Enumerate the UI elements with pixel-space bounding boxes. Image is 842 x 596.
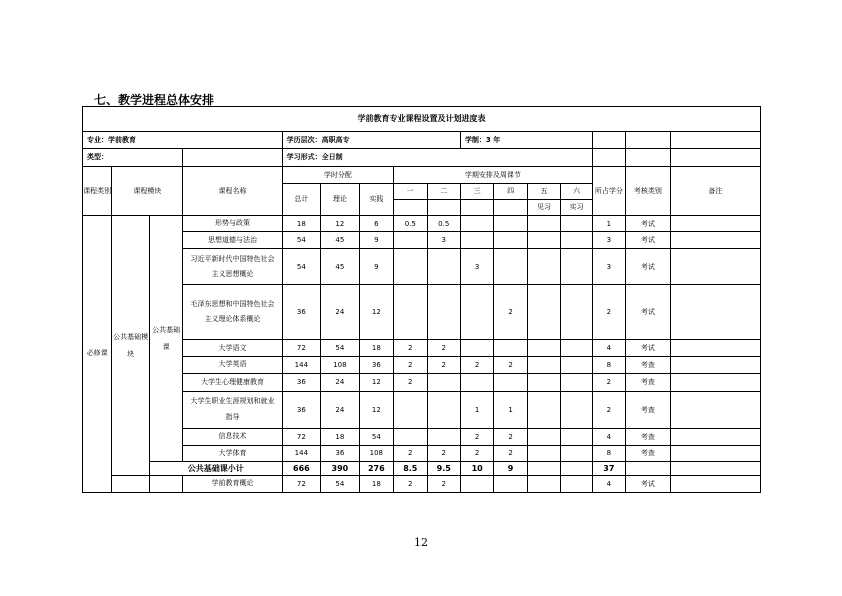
cell-theory: 24 <box>321 373 360 391</box>
cell-remarks <box>670 391 760 428</box>
empty-cell <box>670 149 760 167</box>
cell-s4: 2 <box>494 285 527 340</box>
cell-s5 <box>527 216 560 232</box>
cell-remarks <box>670 428 760 445</box>
table-row <box>83 373 761 391</box>
table-row <box>83 249 761 285</box>
duration-info: 学制：3 年 <box>460 132 592 149</box>
cell-total: 36 <box>282 373 321 391</box>
header-hours-theory: 理论 <box>321 184 360 216</box>
cell-remarks <box>670 357 760 373</box>
cell-credits: 4 <box>592 476 625 492</box>
cell-s3 <box>460 216 493 232</box>
cell-s2: 2 <box>427 445 460 461</box>
cell-theory: 54 <box>321 340 360 357</box>
cell-s3: 1 <box>460 391 493 428</box>
cell-s4 <box>494 340 527 357</box>
cell-practice: 9 <box>359 249 393 285</box>
cell-s6 <box>561 232 592 249</box>
cell-practice: 12 <box>359 391 393 428</box>
course-name: 大学体育 <box>183 445 282 461</box>
cell-s1: 0.5 <box>394 216 427 232</box>
table-row <box>83 428 761 445</box>
cell-exam <box>626 462 671 476</box>
cell-total: 36 <box>282 391 321 428</box>
cell-theory: 24 <box>321 391 360 428</box>
cell-remarks <box>670 476 760 492</box>
cell-practice: 9 <box>359 232 393 249</box>
table-row <box>83 340 761 357</box>
cell-s6 <box>561 216 592 232</box>
empty-cell <box>592 149 625 167</box>
cell-s3 <box>460 476 493 492</box>
cell-total: 36 <box>282 285 321 340</box>
cell-s4 <box>494 232 527 249</box>
cell-total: 72 <box>282 428 321 445</box>
cell-theory: 54 <box>321 476 360 492</box>
level-info: 学历层次：高职高专 <box>282 132 460 149</box>
cell-s3: 3 <box>460 249 493 285</box>
empty-cell <box>626 132 671 149</box>
major-info: 专业：学前教育 <box>83 132 283 149</box>
cell-s5 <box>527 476 560 492</box>
module-cell-next <box>112 476 149 492</box>
cell-s2 <box>427 428 460 445</box>
header-category: 课程类别 <box>83 167 112 216</box>
cell-s3: 10 <box>460 462 493 476</box>
page-number: 12 <box>414 536 428 549</box>
cell-s3: 2 <box>460 445 493 461</box>
cell-total: 54 <box>282 232 321 249</box>
course-name: 思想道德与法治 <box>183 232 282 249</box>
cell-s1 <box>394 391 427 428</box>
header-sem4: 四 <box>494 184 527 200</box>
cell-credits: 3 <box>592 232 625 249</box>
cell-theory: 12 <box>321 216 360 232</box>
cell-exam: 考查 <box>626 357 671 373</box>
submodule-cell: 公共基础课 <box>149 216 182 462</box>
cell-practice: 12 <box>359 285 393 340</box>
cell-exam: 考查 <box>626 445 671 461</box>
header-hours-practice: 实践 <box>359 184 393 216</box>
cell-credits: 2 <box>592 285 625 340</box>
cell-s4: 2 <box>494 357 527 373</box>
empty-cell <box>183 149 282 167</box>
course-name: 学前教育概论 <box>183 476 282 492</box>
header-sem3: 三 <box>460 184 493 200</box>
cell-s6 <box>561 462 592 476</box>
cell-s4: 2 <box>494 445 527 461</box>
course-name: 毛泽东思想和中国特色社会主义理论体系概论 <box>183 285 282 340</box>
cell-s4: 9 <box>494 462 527 476</box>
cell-exam: 考试 <box>626 249 671 285</box>
cell-s6 <box>561 285 592 340</box>
cell-s4: 2 <box>494 428 527 445</box>
cell-s1 <box>394 285 427 340</box>
cell-s3 <box>460 232 493 249</box>
header-sem2: 二 <box>427 184 460 200</box>
cell-s4 <box>494 476 527 492</box>
cell-s2 <box>427 373 460 391</box>
cell-exam: 考试 <box>626 285 671 340</box>
cell-credits: 8 <box>592 357 625 373</box>
header-sem5-note: 见习 <box>527 200 560 216</box>
study-form-info: 学习形式：全日制 <box>282 149 592 167</box>
header-semesters: 学期安排及周课节 <box>394 167 593 184</box>
module-cell: 公共基础模块 <box>112 216 149 476</box>
cell-credits: 3 <box>592 249 625 285</box>
cell-remarks <box>670 249 760 285</box>
cell-theory: 18 <box>321 428 360 445</box>
cell-total: 666 <box>282 462 321 476</box>
cell-exam: 考查 <box>626 391 671 428</box>
cell-s3 <box>460 373 493 391</box>
header-sem2-sub <box>427 200 460 216</box>
cell-s6 <box>561 249 592 285</box>
cell-credits: 2 <box>592 373 625 391</box>
cell-practice: 18 <box>359 476 393 492</box>
cell-s5 <box>527 445 560 461</box>
cell-s6 <box>561 391 592 428</box>
cell-s5 <box>527 462 560 476</box>
table-row <box>83 391 761 428</box>
cell-s1 <box>394 428 427 445</box>
course-name: 大学英语 <box>183 357 282 373</box>
cell-s3 <box>460 340 493 357</box>
cell-total: 144 <box>282 445 321 461</box>
cell-s5 <box>527 232 560 249</box>
cell-s6 <box>561 476 592 492</box>
cell-s3 <box>460 285 493 340</box>
cell-theory: 36 <box>321 445 360 461</box>
table-title: 学前教育专业课程设置及计划进度表 <box>83 107 761 132</box>
header-course-name: 课程名称 <box>183 167 282 216</box>
cell-s5 <box>527 357 560 373</box>
cell-s2 <box>427 391 460 428</box>
cell-s1: 8.5 <box>394 462 427 476</box>
cell-credits: 1 <box>592 216 625 232</box>
table-row <box>83 445 761 461</box>
cell-s1 <box>394 249 427 285</box>
cell-credits: 8 <box>592 445 625 461</box>
course-name: 信息技术 <box>183 428 282 445</box>
header-sem6: 六 <box>561 184 592 200</box>
cell-s4 <box>494 249 527 285</box>
cell-practice: 18 <box>359 340 393 357</box>
subtotal-row <box>83 462 761 476</box>
header-sem3-sub <box>460 200 493 216</box>
cell-total: 18 <box>282 216 321 232</box>
course-name: 习近平新时代中国特色社会主义思想概论 <box>183 249 282 285</box>
header-module: 课程模块 <box>112 167 183 216</box>
category-cell: 必修课 <box>83 216 112 493</box>
course-name: 大学语文 <box>183 340 282 357</box>
cell-s5 <box>527 285 560 340</box>
cell-remarks <box>670 232 760 249</box>
cell-s5 <box>527 373 560 391</box>
header-sem5: 五 <box>527 184 560 200</box>
cell-s2 <box>427 249 460 285</box>
cell-s4: 1 <box>494 391 527 428</box>
cell-remarks <box>670 216 760 232</box>
cell-s2: 2 <box>427 476 460 492</box>
cell-remarks <box>670 285 760 340</box>
cell-s4 <box>494 373 527 391</box>
cell-s6 <box>561 428 592 445</box>
cell-s2: 0.5 <box>427 216 460 232</box>
cell-s6 <box>561 445 592 461</box>
cell-remarks <box>670 373 760 391</box>
cell-s1: 2 <box>394 340 427 357</box>
cell-total: 144 <box>282 357 321 373</box>
cell-credits: 4 <box>592 428 625 445</box>
cell-remarks <box>670 462 760 476</box>
cell-credits: 2 <box>592 391 625 428</box>
course-name: 形势与政策 <box>183 216 282 232</box>
table-row <box>83 476 761 492</box>
header-sem1-sub <box>394 200 427 216</box>
cell-theory: 45 <box>321 232 360 249</box>
cell-exam: 考试 <box>626 216 671 232</box>
cell-s3: 2 <box>460 428 493 445</box>
cell-credits: 4 <box>592 340 625 357</box>
cell-practice: 36 <box>359 357 393 373</box>
cell-total: 54 <box>282 249 321 285</box>
cell-s5 <box>527 391 560 428</box>
cell-s2: 2 <box>427 340 460 357</box>
cell-s1: 2 <box>394 373 427 391</box>
cell-s1: 2 <box>394 476 427 492</box>
cell-theory: 24 <box>321 285 360 340</box>
header-hours-total: 总计 <box>282 184 321 216</box>
cell-theory: 45 <box>321 249 360 285</box>
empty-cell <box>670 132 760 149</box>
cell-theory: 108 <box>321 357 360 373</box>
header-exam-type: 考核类别 <box>626 167 671 216</box>
cell-s6 <box>561 357 592 373</box>
cell-s6 <box>561 340 592 357</box>
cell-s2: 9.5 <box>427 462 460 476</box>
empty-cell <box>592 132 625 149</box>
cell-s5 <box>527 340 560 357</box>
cell-remarks <box>670 340 760 357</box>
cell-practice: 108 <box>359 445 393 461</box>
cell-exam: 考查 <box>626 428 671 445</box>
cell-s3: 2 <box>460 357 493 373</box>
submodule-cell-next <box>149 476 182 492</box>
cell-s2 <box>427 285 460 340</box>
header-hours: 学时分配 <box>282 167 393 184</box>
cell-s1 <box>394 232 427 249</box>
course-name: 大学生心理健康教育 <box>183 373 282 391</box>
cell-practice: 54 <box>359 428 393 445</box>
cell-exam: 考试 <box>626 340 671 357</box>
cell-total: 72 <box>282 476 321 492</box>
cell-s2: 3 <box>427 232 460 249</box>
cell-s5 <box>527 249 560 285</box>
header-sem1: 一 <box>394 184 427 200</box>
cell-s6 <box>561 373 592 391</box>
table-row <box>83 285 761 340</box>
type-info: 类型： <box>83 149 183 167</box>
course-schedule-table <box>82 106 761 493</box>
table-row <box>83 232 761 249</box>
header-remarks: 备注 <box>670 167 760 216</box>
cell-practice: 12 <box>359 373 393 391</box>
subtotal-label: 公共基础课小计 <box>149 462 282 476</box>
cell-s4 <box>494 216 527 232</box>
header-sem6-note: 实习 <box>561 200 592 216</box>
cell-remarks <box>670 445 760 461</box>
header-credits: 所占学分 <box>592 167 625 216</box>
table-row <box>83 216 761 232</box>
table-row <box>83 357 761 373</box>
header-sem4-sub <box>494 200 527 216</box>
cell-exam: 考试 <box>626 232 671 249</box>
cell-total: 72 <box>282 340 321 357</box>
cell-s5 <box>527 428 560 445</box>
section-title: 七、教学进程总体安排 <box>94 93 215 107</box>
course-name: 大学生职业生涯规划和就业指导 <box>183 391 282 428</box>
cell-exam: 考查 <box>626 373 671 391</box>
cell-s1: 2 <box>394 357 427 373</box>
cell-s2: 2 <box>427 357 460 373</box>
cell-exam: 考试 <box>626 476 671 492</box>
cell-theory: 390 <box>321 462 360 476</box>
empty-cell <box>626 149 671 167</box>
cell-practice: 6 <box>359 216 393 232</box>
cell-s1: 2 <box>394 445 427 461</box>
cell-credits: 37 <box>592 462 625 476</box>
cell-practice: 276 <box>359 462 393 476</box>
